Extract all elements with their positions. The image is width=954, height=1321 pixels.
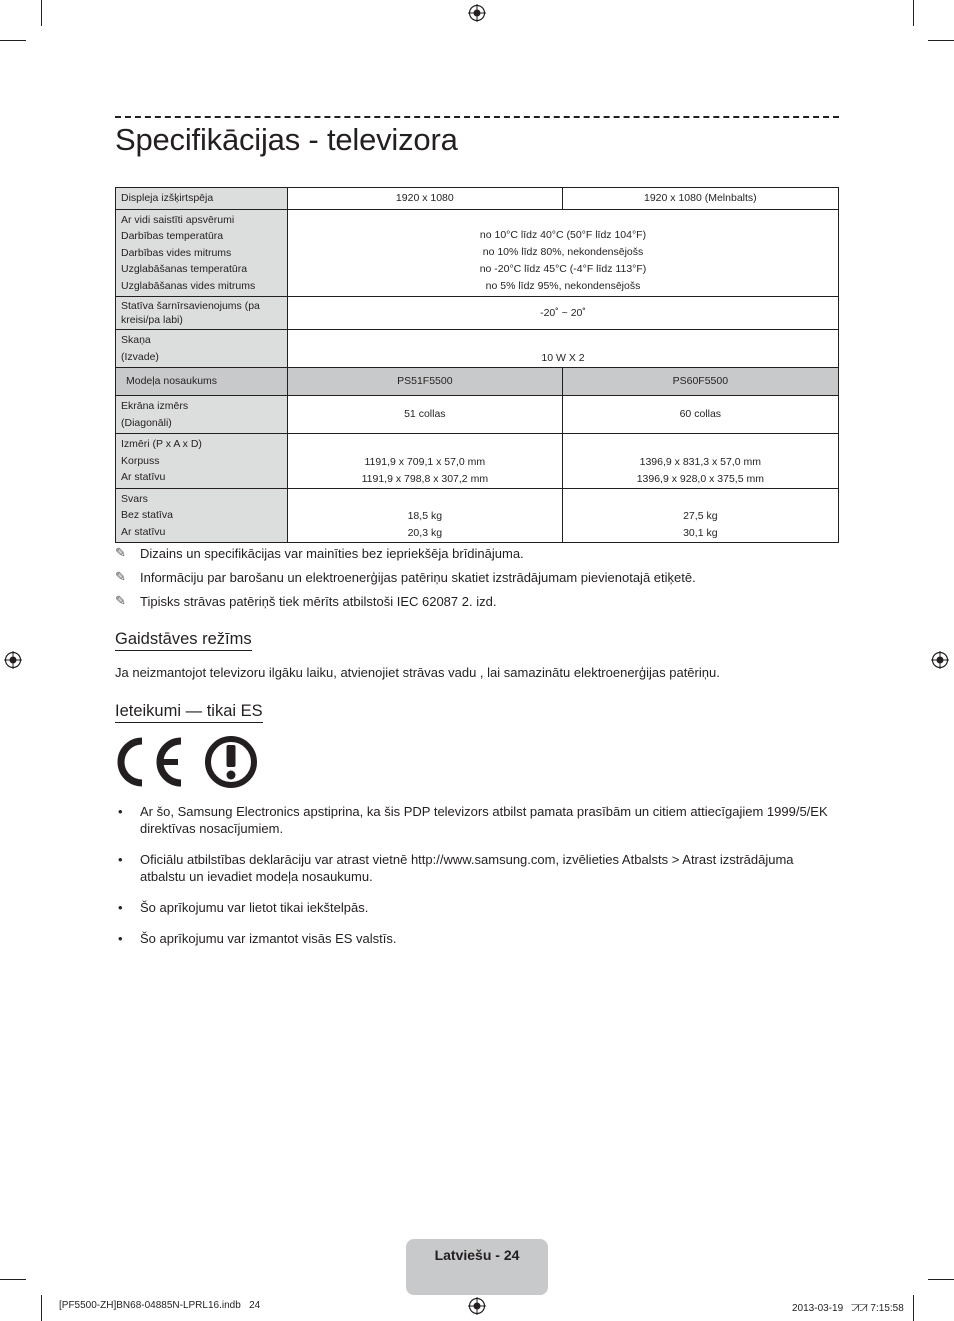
bullet-text: Oficiālu atbilstības deklarāciju var atrast vietnē http://www.samsung.com, izvēlieties Atbalsts > Atrast izstrādājuma atbalstu un ievadiet modeļa nosaukumu.	[140, 852, 794, 884]
row-label	[116, 209, 288, 297]
note-item	[115, 589, 696, 613]
crop-mark	[0, 40, 26, 41]
crop-mark	[0, 1279, 26, 1280]
title-divider	[115, 116, 839, 118]
value-cell: PS60F5500	[562, 368, 838, 396]
value-line: 27,5 kg	[683, 510, 718, 522]
value-line: 1396,9 x 831,3 x 57,0 mm	[639, 455, 762, 468]
value-cell: 60 collas	[562, 396, 838, 434]
value-cell	[288, 209, 839, 297]
label-line: Skaņa	[121, 334, 151, 346]
page-title: Specifikācijas - televizora	[115, 122, 458, 157]
ce-mark-icon	[115, 735, 260, 789]
list-item: • Šo aprīkojumu var lietot tikai iekštelpās.	[118, 900, 369, 915]
label-line: Ar statīvu	[121, 525, 166, 538]
eu-heading: Ieteikumi — tikai ES	[115, 702, 263, 723]
label-line: Uzglabāšanas temperatūra	[121, 263, 248, 275]
value-line: 30,1 kg	[683, 527, 718, 539]
note-item	[115, 541, 696, 565]
registration-mark-icon	[4, 651, 22, 669]
label-line: Ar statīvu	[121, 471, 166, 483]
label-line: Darbības vides mitrums	[121, 246, 232, 259]
bullet-text: Šo aprīkojumu var lietot tikai iekštelpās.	[140, 900, 369, 915]
value-line: no 5% līdz 95%, nekondensējošs	[485, 280, 641, 292]
row-label: Statīva šarnīrsavienojums (pa kreisi/pa labi)	[116, 297, 288, 330]
value-cell: 10 W X 2	[288, 330, 839, 368]
value-line: no 10°C līdz 40°C (50°F līdz 104°F)	[479, 229, 647, 241]
value-cell: 1920 x 1080	[288, 188, 563, 210]
row-label	[116, 434, 288, 489]
value-cell: PS51F5500	[288, 368, 563, 396]
table-row	[116, 188, 839, 210]
row-label	[116, 488, 288, 543]
table-row	[116, 434, 839, 489]
label-line: Uzglabāšanas vides mitrums	[121, 279, 256, 292]
crop-mark	[928, 1279, 954, 1280]
label-line: (Diagonāli)	[121, 416, 172, 429]
value-cell	[562, 434, 838, 489]
standby-text: Ja neizmantojot televizoru ilgāku laiku, atvienojiet strāvas vadu , lai samazinātu elektroenerģijas patēriņu.	[115, 665, 720, 680]
value-line: no -20°C līdz 45°C (-4°F līdz 113°F)	[479, 263, 647, 275]
table-row	[116, 330, 839, 368]
label-line: Darbības temperatūra	[121, 230, 224, 242]
value-cell: -20˚ ~ 20˚	[288, 297, 839, 330]
note-text: Tipisks strāvas patēriņš tiek mērīts atbilstoši IEC 62087 2. izd.	[140, 593, 497, 609]
crop-mark	[41, 1295, 42, 1321]
list-item: • Ar šo, Samsung Electronics apstiprina, ka šis PDP televizors atbilst pamata prasībām un citiem attiecīgajiem 1999/5/EK direktīvas nosacījumiem.	[118, 804, 828, 836]
footer-timestamp: 2013-03-19 ꠀꠀ 7:15:58	[792, 1303, 904, 1314]
page-number: Latviešu - 24	[434, 1247, 520, 1263]
note-item	[115, 565, 696, 589]
crop-mark	[913, 0, 914, 26]
footer-file: [PF5500-ZH]BN68-04885N-LPRL16.indb 24	[59, 1300, 261, 1311]
spec-table	[115, 187, 839, 543]
bullet-text: Ar šo, Samsung Electronics apstiprina, ka šis PDP televizors atbilst pamata prasībām un citiem attiecīgajiem 1999/5/EK direktīvas nosacījumiem.	[140, 804, 828, 836]
label-line: Bez statīva	[121, 509, 173, 521]
registration-mark-icon	[931, 651, 949, 669]
eu-bullet-list	[115, 803, 839, 947]
label-line: Korpuss	[121, 454, 160, 467]
value-cell: 51 collas	[288, 396, 563, 434]
value-cell: 1920 x 1080 (Melnbalts)	[562, 188, 838, 210]
crop-mark	[913, 1295, 914, 1321]
page-number-badge	[406, 1239, 548, 1295]
value-cell	[288, 434, 563, 489]
value-line: 1396,9 x 928,0 x 375,5 mm	[636, 472, 764, 485]
pencil-icon: ✎	[115, 569, 126, 584]
table-row	[116, 368, 839, 396]
note-text: Dizains un specifikācijas var mainīties bez iepriekšēja brīdinājuma.	[140, 545, 524, 561]
label-line: Izmēri (P x A x D)	[121, 438, 202, 450]
alert-circle-icon	[208, 739, 254, 785]
crop-mark	[41, 0, 42, 26]
value-cell	[562, 488, 838, 543]
label-line: Svars	[121, 492, 148, 505]
row-label	[116, 396, 288, 434]
label-line: Ar vidi saistīti apsvērumi	[121, 213, 235, 226]
value-line: 18,5 kg	[407, 510, 443, 522]
pencil-icon: ✎	[115, 545, 126, 560]
value-line: 1191,9 x 798,8 x 307,2 mm	[361, 472, 489, 485]
row-label: Modeļa nosaukums	[116, 368, 288, 396]
registration-mark-icon	[468, 4, 486, 22]
bullet-text: Šo aprīkojumu var izmantot visās ES valstīs.	[140, 931, 397, 946]
row-label: Displeja izšķirtspēja	[116, 188, 288, 210]
value-line: no 10% līdz 80%, nekondensējošs	[482, 246, 644, 258]
value-line: 1191,9 x 709,1 x 57,0 mm	[364, 455, 486, 468]
list-item: • Šo aprīkojumu var izmantot visās ES valstīs.	[118, 931, 397, 946]
table-row	[116, 209, 839, 297]
list-item: • Oficiālu atbilstības deklarāciju var atrast vietnē http://www.samsung.com, izvēlieties Atbalsts > Atrast izstrādājuma atbalstu un ievadiet modeļa nosaukumu.	[118, 852, 794, 884]
table-row	[116, 396, 839, 434]
value-cell	[288, 488, 563, 543]
table-row	[116, 488, 839, 543]
notes-list	[115, 541, 696, 613]
value-line: 20,3 kg	[407, 527, 443, 539]
label-line: (Izvade)	[121, 350, 159, 363]
note-text: Informāciju par barošanu un elektroenerģijas patēriņu skatiet izstrādājumam pievienotajā etiķetē.	[140, 569, 696, 585]
label-line: Ekrāna izmērs	[121, 400, 189, 412]
row-label	[116, 330, 288, 368]
table-row	[116, 297, 839, 330]
standby-heading: Gaidstāves režīms	[115, 630, 252, 651]
registration-mark-icon	[468, 1297, 486, 1315]
pencil-icon: ✎	[115, 593, 126, 608]
crop-mark	[928, 40, 954, 41]
